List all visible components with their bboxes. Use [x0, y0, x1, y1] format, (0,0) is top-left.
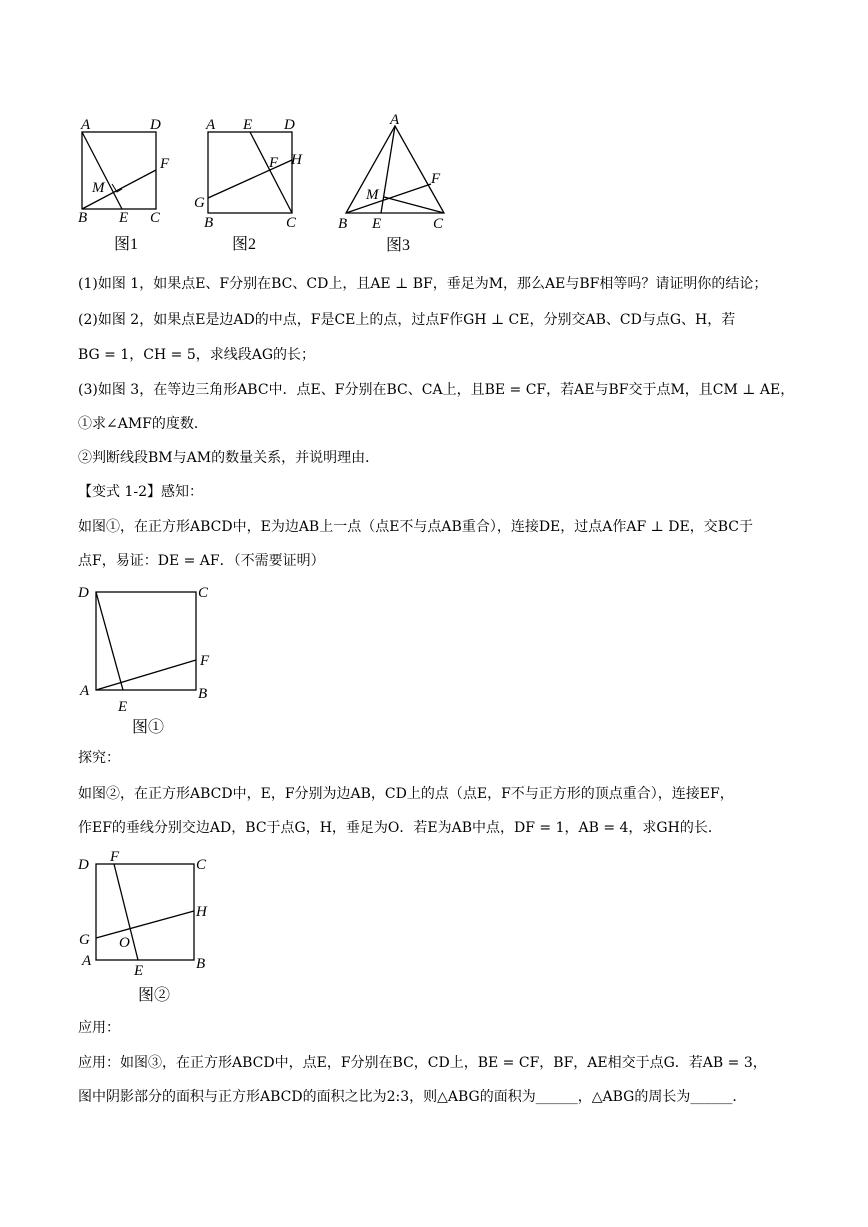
fig5-label-b: B	[196, 956, 206, 972]
fig4-label-a: A	[80, 683, 90, 699]
explore-line-1: 如图②，在正方形ABCD中，E，F分别为边AB，CD上的点（点E，F不与正方形的顶点重合），连接EF，	[78, 786, 734, 802]
fig5-label-o: O	[119, 935, 130, 951]
fig3-label-m: M	[366, 187, 379, 203]
fig1-square	[82, 132, 156, 209]
explore-heading: 探究：	[78, 750, 120, 766]
fig4-segment-af	[96, 660, 196, 690]
question-2-line-2: BG = 1，CH = 5，求线段AG的长；	[78, 347, 316, 363]
fig5-label-c: C	[196, 857, 207, 873]
figure-circled-2-diagram	[74, 848, 224, 1008]
figure-3-diagram	[330, 108, 460, 262]
apply-line-1: 应用：如图③，在正方形ABCD中，点E，F分别在BC，CD上，BE = CF，BF，AE相交于点G．若AB = 3，	[78, 1055, 767, 1071]
fig1-segment-ae	[82, 132, 122, 209]
fig2-segment-ec	[250, 132, 292, 213]
fig1-label-f: F	[160, 156, 170, 172]
fig4-label-e: E	[118, 699, 128, 715]
fig5-label-e: E	[134, 963, 144, 979]
question-3-part-1: ①求∠AMF的度数．	[78, 416, 208, 432]
fig5-label-f: F	[110, 849, 120, 865]
figure-circled-2	[74, 848, 224, 1008]
fig5-segment-gh	[96, 911, 194, 938]
fig5-caption: 图②	[138, 987, 171, 1004]
apply-line-2: 图中阴影部分的面积与正方形ABCD的面积之比为2:3，则△ABG的面积为______，△ABG的周长为______．	[78, 1089, 747, 1105]
fig5-label-d: D	[78, 857, 89, 873]
fig1-label-m: M	[92, 180, 105, 196]
fig4-caption: 图①	[132, 719, 165, 736]
fig2-segment-gh	[208, 160, 292, 198]
variant-heading: 【变式 1-2】感知：	[78, 484, 203, 500]
question-2-line-1: (2)如图 2，如果点E是边AD的中点，F是CE上的点，过点F作GH ⊥ CE，分别交AB、CD与点G、H，若	[78, 312, 736, 328]
perceive-line-2: 点F，易证：DE = AF．（不需要证明）	[78, 553, 325, 569]
fig2-label-h: H	[291, 152, 302, 168]
fig1-caption: 图1	[114, 236, 139, 253]
explore-line-2: 作EF的垂线分别交边AD，BC于点G，H，垂足为O．若E为AB中点，DF = 1，AB = 4，求GH的长．	[78, 820, 722, 836]
fig3-segment-cm	[384, 197, 444, 213]
fig2-label-f: F	[269, 155, 279, 171]
figure-circled-1-diagram	[74, 578, 224, 740]
fig4-label-b: B	[198, 686, 208, 702]
fig3-label-b: B	[338, 216, 348, 232]
fig3-label-c: C	[433, 216, 444, 232]
question-3-part-2: ②判断线段BM与AM的数量关系，并说明理由．	[78, 450, 380, 466]
fig3-caption: 图3	[386, 237, 411, 254]
fig5-label-h: H	[196, 904, 207, 920]
fig3-label-f: F	[431, 171, 441, 187]
fig3-label-e: E	[372, 216, 382, 232]
figure-3	[330, 108, 460, 262]
fig1-label-d: D	[150, 117, 161, 133]
fig4-label-f: F	[200, 653, 210, 669]
fig1-label-c: C	[150, 210, 161, 226]
fig1-label-b: B	[78, 210, 88, 226]
question-3: (3)如图 3，在等边三角形ABC中．点E、F分别在BC、CA上，且BE = CF，若AE与BF交于点M，且CM ⊥ AE，	[78, 382, 795, 398]
fig2-square	[208, 132, 292, 213]
figure-2	[190, 112, 320, 262]
figure-2-diagram	[190, 112, 320, 262]
fig4-label-d: D	[78, 585, 89, 601]
fig1-label-a: A	[81, 117, 91, 133]
fig5-label-g: G	[79, 932, 90, 948]
fig5-label-a: A	[82, 953, 92, 969]
perceive-line-1: 如图①，在正方形ABCD中，E为边AB上一点（点E不与点AB重合），连接DE，过点A作AF ⊥ DE，交BC于	[78, 519, 753, 535]
fig1-label-e: E	[119, 210, 129, 226]
figure-1	[76, 112, 186, 262]
fig4-segment-de	[96, 592, 123, 690]
fig3-label-a: A	[390, 112, 400, 128]
fig2-label-b: B	[204, 215, 214, 231]
fig2-label-c: C	[286, 215, 297, 231]
figure-1-diagram	[76, 112, 186, 262]
fig2-label-e: E	[243, 117, 253, 133]
fig2-label-g: G	[194, 195, 205, 211]
question-1: (1)如图 1，如果点E、F分别在BC、CD上，且AE ⊥ BF，垂足为M，那么AE与BF相等吗？请证明你的结论；	[78, 276, 768, 292]
figure-circled-1	[74, 578, 224, 740]
fig2-caption: 图2	[232, 236, 257, 253]
fig4-label-c: C	[198, 585, 209, 601]
apply-heading: 应用：	[78, 1020, 120, 1036]
fig2-label-a: A	[206, 117, 216, 133]
fig2-label-d: D	[284, 117, 295, 133]
fig5-square	[96, 864, 194, 960]
